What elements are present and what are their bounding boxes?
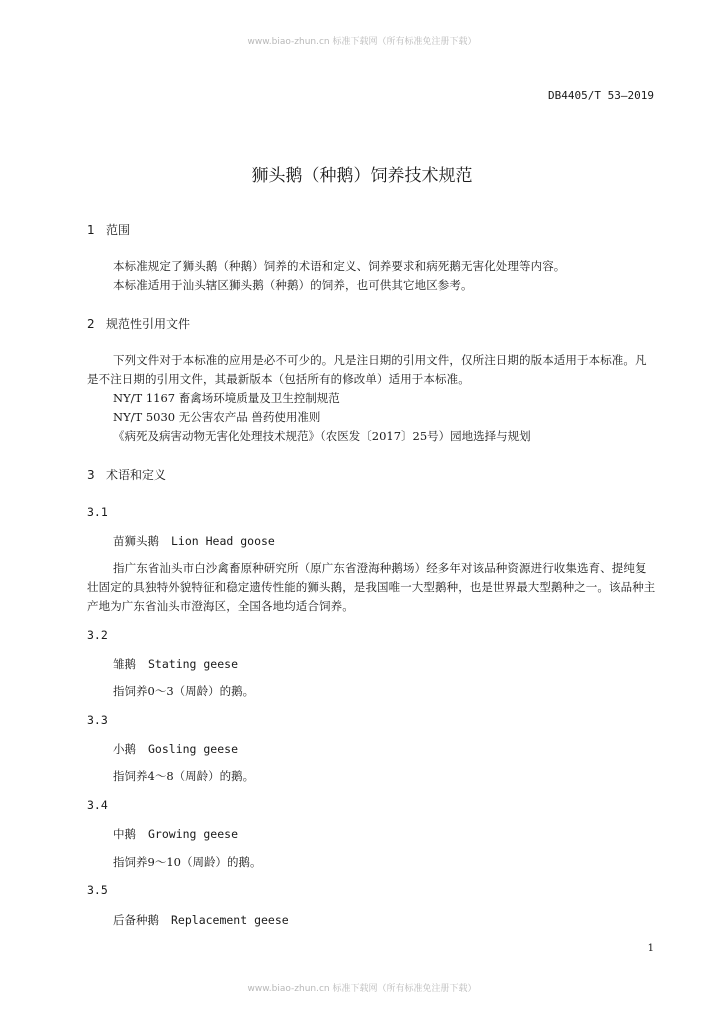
term-title	[113, 533, 275, 549]
term-definition: 指饲养4～8（周龄）的鹅。	[113, 769, 255, 783]
term-english: Gosling geese	[148, 742, 239, 756]
reference-item: 《病死及病害动物无害化处理技术规范》（农医发〔2017〕25号）园地选择与规划	[113, 429, 531, 443]
section-2-heading	[87, 315, 190, 332]
term-english: Lion Head goose	[171, 534, 275, 548]
section-number: 1	[87, 223, 95, 237]
section-1-heading	[87, 221, 130, 238]
term-chinese: 小鹅	[113, 742, 136, 756]
term-title	[113, 826, 238, 842]
term-title	[113, 912, 289, 928]
standard-code: DB4405/T 53—2019	[548, 89, 654, 102]
term-definition: 指饲养9～10（周龄）的鹅。	[113, 855, 262, 869]
document-title: 狮头鹅（种鹅）饲养技术规范	[251, 166, 473, 186]
term-chinese: 雏鹅	[113, 657, 136, 671]
term-english: Stating geese	[148, 657, 239, 671]
term-chinese: 苗狮头鹅	[113, 534, 159, 548]
reference-item: NY/T 5030 无公害农产品 兽药使用准则	[113, 410, 321, 424]
section-number: 3	[87, 468, 95, 482]
watermark-bottom: www.biao-zhun.cn 标准下载网（所有标准免注册下载）	[247, 984, 477, 994]
term-number: 3.3	[87, 713, 108, 727]
page-number: 1	[647, 943, 654, 954]
paragraph: 本标准规定了狮头鹅（种鹅）饲养的术语和定义、饲养要求和病死鹅无害化处理等内容。	[113, 259, 566, 273]
section-number: 2	[87, 317, 95, 331]
term-english: Replacement geese	[171, 913, 289, 927]
term-number: 3.1	[87, 505, 108, 519]
term-title	[113, 741, 238, 757]
term-number: 3.2	[87, 628, 108, 642]
section-title: 范围	[106, 223, 131, 237]
paragraph: 下列文件对于本标准的应用是必不可少的。凡是注日期的引用文件，仅所注日期的版本适用于本标准。凡是不注日期的引用文件，其最新版本（包括所有的修改单）适用于本标准。	[87, 353, 647, 386]
section-title: 规范性引用文件	[106, 317, 191, 331]
section-3-heading	[87, 466, 166, 483]
term-definition: 指饲养0～3（周龄）的鹅。	[113, 684, 255, 698]
term-title	[113, 656, 238, 672]
term-definition: 指广东省汕头市白沙禽畜原种研究所（原广东省澄海种鹅场）经多年对该品种资源进行收集选育、提纯复壮固定的具独特外貌特征和稳定遗传性能的狮头鹅，是我国唯一大型鹅种，也是世界最大型鹅种之一。该品种主产地为广东省汕头市澄海区，全国各地均适合饲养。	[87, 561, 656, 613]
term-english: Growing geese	[148, 827, 239, 841]
section-title: 术语和定义	[106, 468, 167, 482]
term-chinese: 中鹅	[113, 827, 136, 841]
term-number: 3.4	[87, 798, 108, 812]
reference-item: NY/T 1167 畜禽场环境质量及卫生控制规范	[113, 391, 340, 405]
watermark-top: www.biao-zhun.cn 标准下载网（所有标准免注册下载）	[247, 37, 477, 47]
term-number: 3.5	[87, 883, 108, 897]
paragraph: 本标准适用于汕头辖区狮头鹅（种鹅）的饲养，也可供其它地区参考。	[113, 278, 473, 292]
term-chinese: 后备种鹅	[113, 913, 159, 927]
